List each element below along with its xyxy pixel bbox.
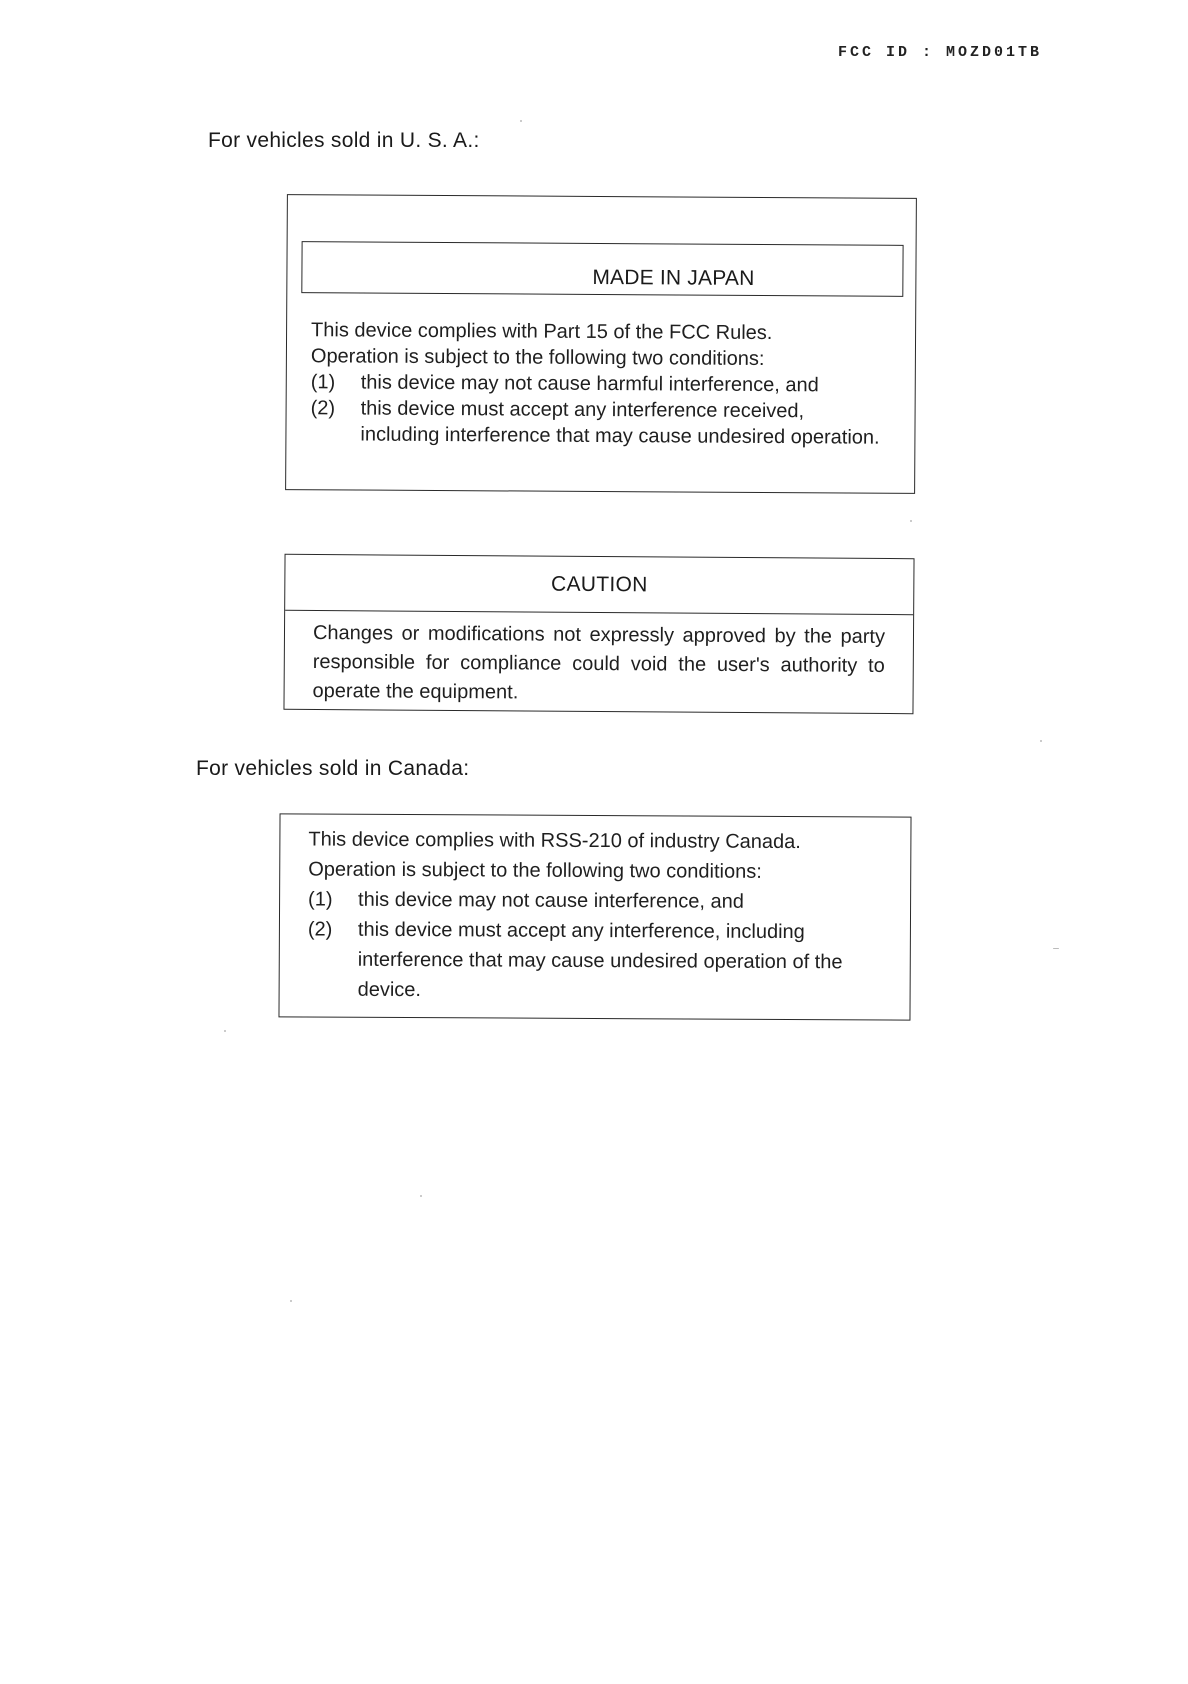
fcc-id-header: FCC ID : MOZD01TB [838, 44, 1043, 61]
rss-intro-line-1: This device complies with RSS-210 of industry Canada. [308, 828, 801, 854]
scan-speck [1053, 948, 1059, 949]
rss-condition-2 [308, 914, 898, 1007]
caution-title: CAUTION [550, 572, 648, 597]
condition-number: (1) [310, 371, 336, 394]
condition-text: this device may not cause interference, and [358, 888, 744, 913]
scan-speck [1040, 740, 1042, 742]
rss-compliance-label [278, 813, 911, 1020]
rss-notice-text [308, 824, 899, 1007]
caution-text: Changes or modifications not expressly approved by the party responsible for compliance could void the user's authority to operate the equipment. [312, 622, 886, 704]
scan-speck [520, 120, 522, 122]
rss-condition-1 [308, 884, 898, 917]
rss-intro-line-2: Operation is subject to the following two conditions: [308, 858, 762, 883]
condition-text: this device must accept any interference received, including interference that may cause undesired operation. [360, 397, 880, 449]
made-in-japan-panel [301, 241, 903, 297]
condition-number: (2) [310, 397, 336, 420]
condition-number: (1) [308, 888, 333, 911]
scan-speck [910, 520, 912, 522]
fcc-intro-line-1: This device complies with Part 15 of the FCC Rules. [311, 319, 773, 345]
fcc-intro-line-2: Operation is subject to the following two conditions: [310, 345, 765, 370]
fcc-notice-text [310, 317, 911, 451]
scan-speck [224, 1030, 226, 1032]
fcc-condition-1 [311, 369, 911, 399]
condition-text: this device may not cause harmful interference, and [360, 371, 819, 397]
condition-text: this device must accept any interference, including interference that may cause undesired operation of the device. [357, 918, 843, 1002]
usa-section-heading: For vehicles sold in U. S. A.: [208, 129, 480, 152]
caution-header [285, 555, 913, 615]
fcc-condition-2 [310, 395, 910, 451]
made-in-japan-text: MADE IN JAPAN [592, 265, 755, 290]
scan-speck [420, 1195, 422, 1197]
fcc-compliance-label [285, 194, 917, 494]
scan-speck [290, 1300, 292, 1302]
caution-label [283, 554, 914, 714]
canada-section-heading: For vehicles sold in Canada: [196, 757, 470, 780]
condition-number: (2) [307, 918, 333, 941]
